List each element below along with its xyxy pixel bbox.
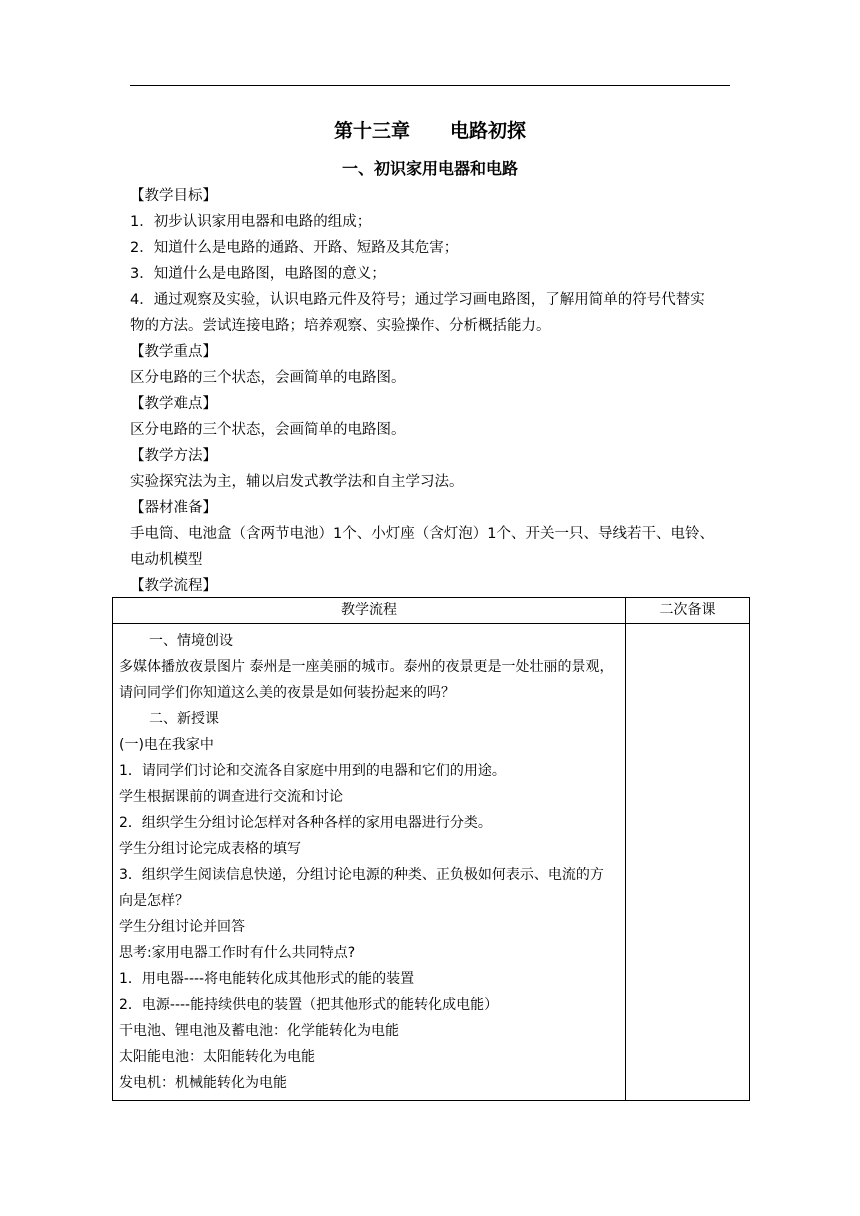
process-heading: 【教学流程】 <box>130 578 217 594</box>
process-line: 向是怎样？ <box>119 893 189 909</box>
process-line: 干电池、锂电池及蓄电池：化学能转化为电能 <box>119 1023 399 1039</box>
table-header-process: 教学流程 <box>113 598 626 624</box>
process-line: 请问同学们你知道这么美的夜景是如何装扮起来的吗？ <box>119 685 455 701</box>
process-line: 发电机：机械能转化为电能 <box>119 1075 287 1091</box>
notes-cell <box>625 624 749 1101</box>
process-line: 学生分组讨论完成表格的填写 <box>119 841 301 857</box>
method-text: 实验探究法为主，辅以启发式教学法和自主学习法。 <box>130 474 464 490</box>
process-line: 多媒体播放夜景图片 泰州是一座美丽的城市。泰州的夜景更是一处壮丽的景观， <box>119 659 614 675</box>
chapter-number: 第十三章 <box>333 120 410 142</box>
objective-item: 2．知道什么是电路的通路、开路、短路及其危害； <box>130 240 459 256</box>
chapter-name: 电路初探 <box>450 120 527 142</box>
process-line: 2．电源----能持续供电的装置（把其他形式的能转化成电能） <box>119 997 499 1013</box>
objective-item: 4．通过观察及实验，认识电路元件及符号；通过学习画电路图，了解用简单的符号代替实 <box>130 292 705 308</box>
objective-item: 物的方法。尝试连接电路；培养观察、实验操作、分析概括能力。 <box>130 318 551 334</box>
process-line: 2．组织学生分组讨论怎样对各种各样的家用电器进行分类。 <box>119 815 492 831</box>
header-rule <box>130 85 730 86</box>
objectives-heading: 【教学目标】 <box>130 188 217 204</box>
key-heading: 【教学重点】 <box>130 344 217 360</box>
method-heading: 【教学方法】 <box>130 448 217 464</box>
equipment-heading: 【器材准备】 <box>130 500 217 516</box>
process-line: 3．组织学生阅读信息快递，分组讨论电源的种类、正负极如何表示、电流的方 <box>119 867 604 883</box>
process-cell <box>113 624 626 1101</box>
table-header-notes: 二次备课 <box>625 598 749 624</box>
process-line: 学生分组讨论并回答 <box>119 919 245 935</box>
equipment-text: 电动机模型 <box>130 552 203 568</box>
table-row <box>113 624 750 1101</box>
objective-item: 1．初步认识家用电器和电路的组成； <box>130 214 372 230</box>
difficulty-text: 区分电路的三个状态，会画简单的电路图。 <box>130 422 406 438</box>
section-title: 一、初识家用电器和电路 <box>341 159 518 178</box>
equipment-text: 手电筒、电池盒（含两节电池）1个、小灯座（含灯泡）1个、开关一只、导线若干、电铃、 <box>130 526 714 542</box>
process-line: 1．用电器----将电能转化成其他形式的能的装置 <box>119 971 415 987</box>
process-line: 太阳能电池：太阳能转化为电能 <box>119 1049 315 1065</box>
process-line: (一)电在我家中 <box>119 737 214 753</box>
lesson-plan-body <box>130 183 740 599</box>
process-line: 思考:家用电器工作时有什么共同特点? <box>119 945 356 961</box>
objective-item: 3．知道什么是电路图，电路图的意义； <box>130 266 386 282</box>
process-line: 学生根据课前的调查进行交流和讨论 <box>119 789 343 805</box>
key-text: 区分电路的三个状态，会画简单的电路图。 <box>130 370 406 386</box>
process-line: 二、新授课 <box>149 711 219 727</box>
process-line: 一、情境创设 <box>149 633 233 649</box>
table-header-row <box>113 598 750 624</box>
difficulty-heading: 【教学难点】 <box>130 396 217 412</box>
process-line: 1．请同学们讨论和交流各自家庭中用到的电器和它们的用途。 <box>119 763 506 779</box>
chapter-title <box>0 116 860 143</box>
teaching-process-table <box>112 597 750 1101</box>
